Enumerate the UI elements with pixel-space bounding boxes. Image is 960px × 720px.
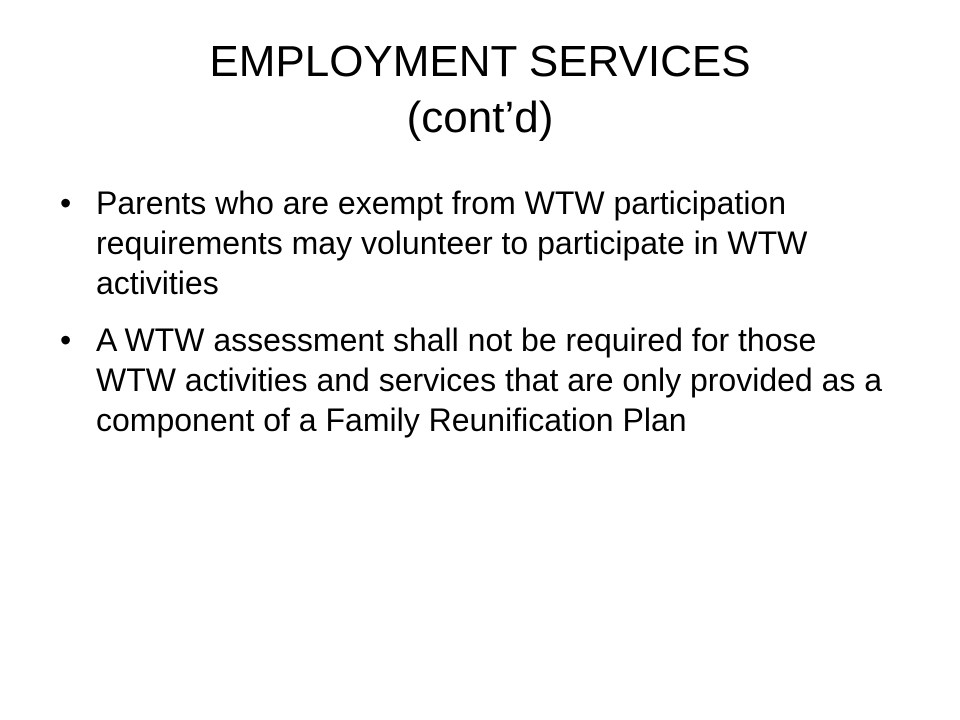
bullet-text: Parents who are exempt from WTW participation requirements may volunteer to participate in WTW activities [96, 185, 808, 301]
bullet-dot-icon: • [60, 185, 72, 221]
bullet-text: A WTW assessment shall not be required for those WTW activities and services that are only provided as a component of a Family Reunification Plan [96, 322, 883, 438]
slide-title-line-2: (cont’d) [406, 93, 554, 142]
bullet-list [60, 183, 900, 457]
bullet-item [60, 320, 900, 440]
bullet-item [60, 183, 900, 303]
slide-title [0, 34, 960, 146]
slide-title-line-1: EMPLOYMENT SERVICES [209, 37, 751, 86]
bullet-dot-icon: • [60, 322, 72, 358]
